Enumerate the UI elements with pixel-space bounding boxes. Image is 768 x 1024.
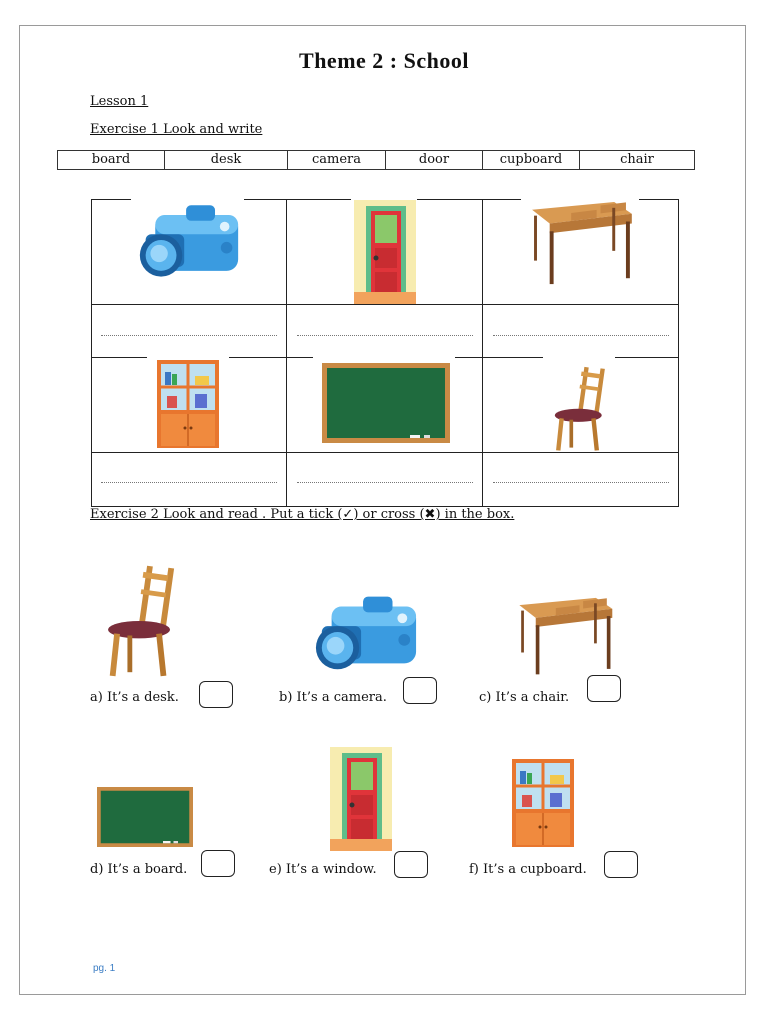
page-title: Theme 2 : School bbox=[299, 48, 469, 73]
word-bank-item: camera bbox=[288, 151, 386, 169]
statement-d: d) It’s a board. bbox=[90, 862, 188, 877]
answer-box-f[interactable] bbox=[604, 851, 638, 878]
answer-box-c[interactable] bbox=[587, 675, 621, 702]
door-icon bbox=[330, 747, 392, 851]
door-picture bbox=[354, 200, 416, 304]
board-picture bbox=[322, 363, 450, 443]
answer-box-b[interactable] bbox=[403, 677, 437, 704]
word-bank-item: cupboard bbox=[483, 151, 580, 169]
camera-picture bbox=[136, 200, 242, 280]
word-bank-item: door bbox=[386, 151, 483, 169]
cupboard-picture bbox=[155, 358, 221, 450]
camera-icon bbox=[312, 592, 420, 672]
desk-picture bbox=[526, 200, 634, 288]
exercise2-heading: Exercise 2 Look and read . Put a tick (✓) or cross (✖) in the box. bbox=[90, 507, 515, 522]
word-bank-item: desk bbox=[165, 151, 288, 169]
chair-picture bbox=[548, 364, 610, 452]
cupboard-icon bbox=[510, 757, 576, 849]
answer-box-d[interactable] bbox=[201, 850, 235, 877]
statement-c: c) It’s a chair. bbox=[479, 690, 570, 705]
statement-b: b) It’s a camera. bbox=[279, 690, 387, 705]
answer-box-a[interactable] bbox=[199, 681, 233, 708]
statement-a: a) It’s a desk. bbox=[90, 690, 179, 705]
answer-box-e[interactable] bbox=[394, 851, 428, 878]
word-bank bbox=[57, 150, 695, 170]
chair-icon bbox=[98, 562, 182, 678]
desk-icon bbox=[512, 596, 616, 678]
page-number: pg. 1 bbox=[93, 963, 116, 974]
word-bank-item: chair bbox=[620, 152, 654, 167]
statement-f: f) It’s a cupboard. bbox=[469, 862, 587, 877]
board-icon bbox=[97, 786, 193, 848]
statement-e: e) It’s a window. bbox=[269, 862, 377, 877]
lesson-label: Lesson 1 bbox=[90, 94, 149, 109]
word-bank-item: board bbox=[58, 151, 165, 169]
exercise1-heading: Exercise 1 Look and write bbox=[90, 122, 263, 137]
